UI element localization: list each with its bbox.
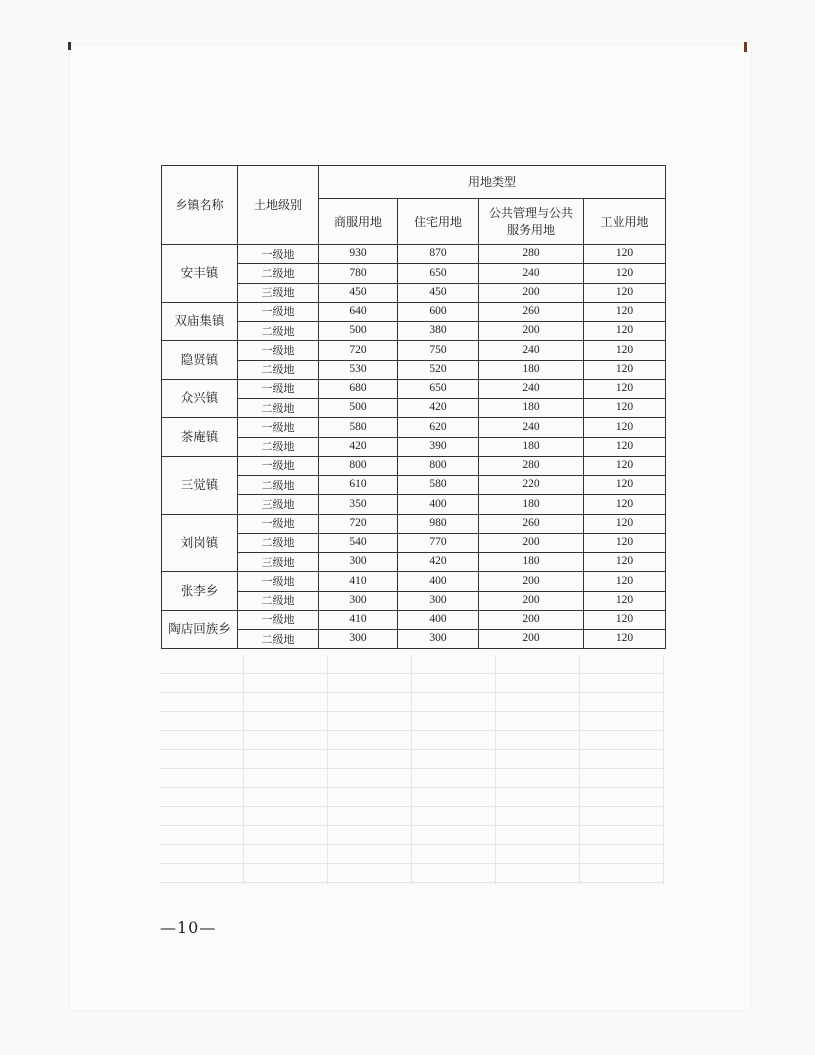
town-name-cell: 三觉镇 xyxy=(162,456,238,514)
land-grade-cell: 三级地 xyxy=(238,495,319,514)
table-row xyxy=(162,533,666,552)
residential-price-cell: 450 xyxy=(398,283,479,302)
commercial-price-cell: 680 xyxy=(319,379,398,398)
land-grade-cell: 一级地 xyxy=(238,418,319,437)
land-grade-cell: 一级地 xyxy=(238,572,319,591)
commercial-price-cell: 610 xyxy=(319,476,398,495)
land-grade-cell: 一级地 xyxy=(238,341,319,360)
residential-price-cell: 800 xyxy=(398,456,479,475)
industrial-price-cell: 120 xyxy=(584,283,666,302)
public-service-price-cell: 280 xyxy=(479,245,584,264)
residential-price-cell: 300 xyxy=(398,591,479,610)
residential-price-cell: 620 xyxy=(398,418,479,437)
town-name-cell: 隐贤镇 xyxy=(162,341,238,380)
public-service-price-cell: 260 xyxy=(479,302,584,321)
industrial-price-cell: 120 xyxy=(584,302,666,321)
town-name-cell: 茶庵镇 xyxy=(162,418,238,457)
public-service-price-cell: 200 xyxy=(479,572,584,591)
table-row xyxy=(162,476,666,495)
public-service-price-cell: 280 xyxy=(479,456,584,475)
land-grade-cell: 二级地 xyxy=(238,630,319,649)
public-service-price-cell: 260 xyxy=(479,514,584,533)
land-grade-cell: 二级地 xyxy=(238,264,319,283)
commercial-price-cell: 300 xyxy=(319,630,398,649)
commercial-price-cell: 720 xyxy=(319,514,398,533)
table-row xyxy=(162,572,666,591)
land-grade-cell: 二级地 xyxy=(238,476,319,495)
public-service-price-cell: 240 xyxy=(479,264,584,283)
commercial-price-cell: 500 xyxy=(319,399,398,418)
commercial-price-cell: 500 xyxy=(319,322,398,341)
header-residential: 住宅用地 xyxy=(398,199,479,245)
land-grade-cell: 一级地 xyxy=(238,302,319,321)
land-grade-cell: 二级地 xyxy=(238,360,319,379)
commercial-price-cell: 800 xyxy=(319,456,398,475)
industrial-price-cell: 120 xyxy=(584,476,666,495)
industrial-price-cell: 120 xyxy=(584,572,666,591)
public-service-price-cell: 200 xyxy=(479,283,584,302)
industrial-price-cell: 120 xyxy=(584,495,666,514)
town-name-cell: 张李乡 xyxy=(162,572,238,611)
land-price-table xyxy=(161,165,666,649)
commercial-price-cell: 420 xyxy=(319,437,398,456)
table-row xyxy=(162,283,666,302)
industrial-price-cell: 120 xyxy=(584,360,666,379)
industrial-price-cell: 120 xyxy=(584,533,666,552)
public-service-price-cell: 200 xyxy=(479,322,584,341)
industrial-price-cell: 120 xyxy=(584,399,666,418)
commercial-price-cell: 410 xyxy=(319,610,398,629)
header-public-service: 公共管理与公共服务用地 xyxy=(479,199,584,245)
residential-price-cell: 400 xyxy=(398,610,479,629)
town-name-cell: 双庙集镇 xyxy=(162,302,238,341)
public-service-price-cell: 180 xyxy=(479,360,584,379)
public-service-price-cell: 240 xyxy=(479,379,584,398)
residential-price-cell: 420 xyxy=(398,553,479,572)
residential-price-cell: 300 xyxy=(398,630,479,649)
town-name-cell: 安丰镇 xyxy=(162,245,238,303)
residential-price-cell: 400 xyxy=(398,495,479,514)
header-land-grade: 土地级别 xyxy=(238,166,319,245)
table-row xyxy=(162,322,666,341)
town-name-cell: 众兴镇 xyxy=(162,379,238,418)
residential-price-cell: 420 xyxy=(398,399,479,418)
residential-price-cell: 870 xyxy=(398,245,479,264)
public-service-price-cell: 220 xyxy=(479,476,584,495)
table-row xyxy=(162,456,666,475)
land-grade-cell: 一级地 xyxy=(238,610,319,629)
industrial-price-cell: 120 xyxy=(584,245,666,264)
residential-price-cell: 600 xyxy=(398,302,479,321)
public-service-price-cell: 180 xyxy=(479,399,584,418)
industrial-price-cell: 120 xyxy=(584,379,666,398)
binding-mark-left xyxy=(68,42,71,50)
commercial-price-cell: 450 xyxy=(319,283,398,302)
table-row xyxy=(162,341,666,360)
page-number: —10— xyxy=(160,918,217,937)
commercial-price-cell: 530 xyxy=(319,360,398,379)
public-service-price-cell: 200 xyxy=(479,630,584,649)
header-town-name: 乡镇名称 xyxy=(162,166,238,245)
residential-price-cell: 380 xyxy=(398,322,479,341)
residential-price-cell: 580 xyxy=(398,476,479,495)
table-row xyxy=(162,245,666,264)
industrial-price-cell: 120 xyxy=(584,341,666,360)
industrial-price-cell: 120 xyxy=(584,630,666,649)
land-grade-cell: 二级地 xyxy=(238,399,319,418)
table-row xyxy=(162,360,666,379)
table-row xyxy=(162,591,666,610)
public-service-price-cell: 180 xyxy=(479,437,584,456)
land-grade-cell: 二级地 xyxy=(238,591,319,610)
residential-price-cell: 770 xyxy=(398,533,479,552)
land-grade-cell: 一级地 xyxy=(238,456,319,475)
public-service-price-cell: 200 xyxy=(479,591,584,610)
bleed-through-grid xyxy=(160,655,665,885)
table-row xyxy=(162,264,666,283)
commercial-price-cell: 640 xyxy=(319,302,398,321)
table-row xyxy=(162,553,666,572)
table-row xyxy=(162,495,666,514)
public-service-price-cell: 180 xyxy=(479,495,584,514)
header-commercial: 商服用地 xyxy=(319,199,398,245)
residential-price-cell: 650 xyxy=(398,379,479,398)
industrial-price-cell: 120 xyxy=(584,437,666,456)
header-land-use-type: 用地类型 xyxy=(319,166,666,199)
industrial-price-cell: 120 xyxy=(584,553,666,572)
table-row xyxy=(162,399,666,418)
table-row xyxy=(162,302,666,321)
land-grade-cell: 二级地 xyxy=(238,533,319,552)
table-row xyxy=(162,437,666,456)
land-grade-cell: 一级地 xyxy=(238,514,319,533)
commercial-price-cell: 540 xyxy=(319,533,398,552)
residential-price-cell: 390 xyxy=(398,437,479,456)
land-grade-cell: 一级地 xyxy=(238,245,319,264)
public-service-price-cell: 200 xyxy=(479,533,584,552)
residential-price-cell: 980 xyxy=(398,514,479,533)
residential-price-cell: 400 xyxy=(398,572,479,591)
commercial-price-cell: 580 xyxy=(319,418,398,437)
residential-price-cell: 750 xyxy=(398,341,479,360)
public-service-price-cell: 200 xyxy=(479,610,584,629)
binding-mark-right xyxy=(744,42,747,52)
town-name-cell: 陶店回族乡 xyxy=(162,610,238,649)
industrial-price-cell: 120 xyxy=(584,418,666,437)
commercial-price-cell: 300 xyxy=(319,591,398,610)
land-grade-cell: 三级地 xyxy=(238,283,319,302)
land-grade-cell: 二级地 xyxy=(238,437,319,456)
industrial-price-cell: 120 xyxy=(584,591,666,610)
header-industrial: 工业用地 xyxy=(584,199,666,245)
commercial-price-cell: 350 xyxy=(319,495,398,514)
residential-price-cell: 650 xyxy=(398,264,479,283)
land-grade-cell: 二级地 xyxy=(238,322,319,341)
table-row xyxy=(162,610,666,629)
table-row xyxy=(162,514,666,533)
commercial-price-cell: 780 xyxy=(319,264,398,283)
industrial-price-cell: 120 xyxy=(584,610,666,629)
industrial-price-cell: 120 xyxy=(584,264,666,283)
land-grade-cell: 三级地 xyxy=(238,553,319,572)
industrial-price-cell: 120 xyxy=(584,456,666,475)
town-name-cell: 刘岗镇 xyxy=(162,514,238,572)
table-row xyxy=(162,630,666,649)
commercial-price-cell: 300 xyxy=(319,553,398,572)
table-row xyxy=(162,418,666,437)
commercial-price-cell: 720 xyxy=(319,341,398,360)
land-grade-cell: 一级地 xyxy=(238,379,319,398)
residential-price-cell: 520 xyxy=(398,360,479,379)
industrial-price-cell: 120 xyxy=(584,514,666,533)
public-service-price-cell: 240 xyxy=(479,341,584,360)
table-row xyxy=(162,379,666,398)
commercial-price-cell: 930 xyxy=(319,245,398,264)
table-body xyxy=(162,245,666,649)
commercial-price-cell: 410 xyxy=(319,572,398,591)
industrial-price-cell: 120 xyxy=(584,322,666,341)
public-service-price-cell: 240 xyxy=(479,418,584,437)
public-service-price-cell: 180 xyxy=(479,553,584,572)
